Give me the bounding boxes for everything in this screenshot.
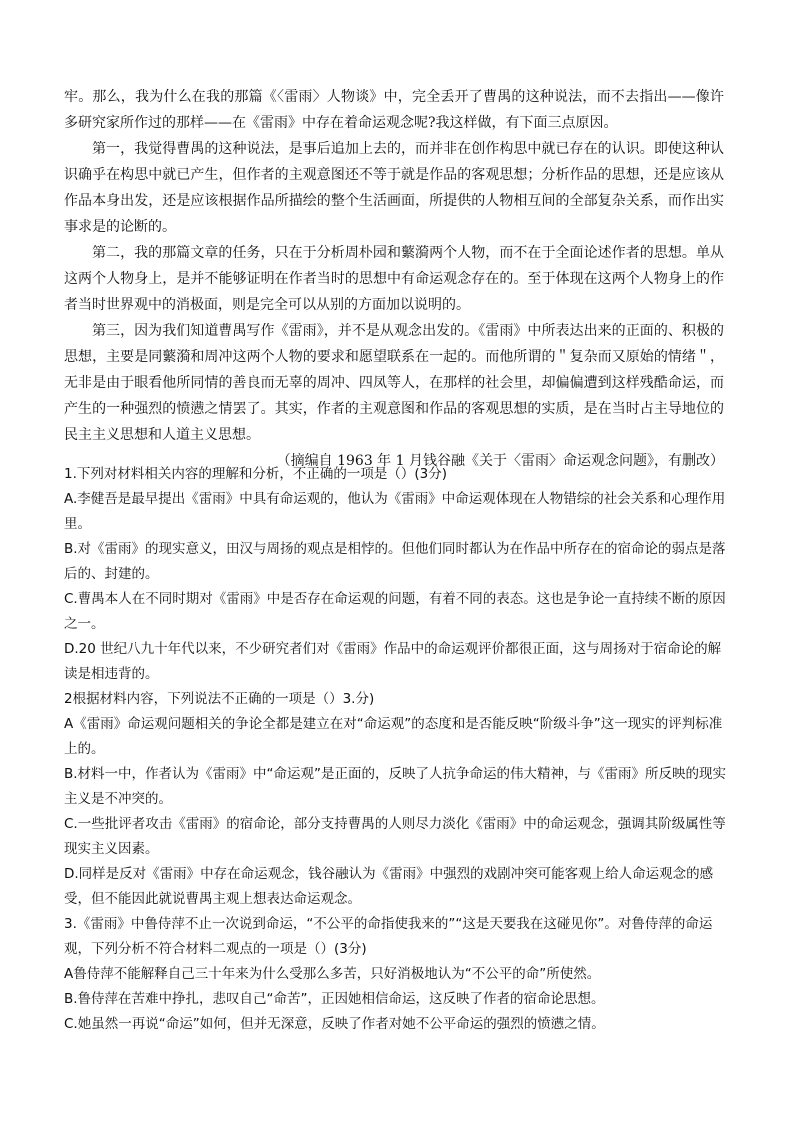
option-c: C.她虽然一再说“命运”如何，但并无深意，反映了作者对她不公平命运的强烈的愤懑之情。 xyxy=(64,1016,605,1032)
question-list xyxy=(64,462,730,1037)
option-d: D.同样是反对《雷雨》中存在命运观念，钱谷融认为《雷雨》中强烈的戏剧冲突可能客观上给人命运观念的感受，但不能因此就说曹禺主观上想表达命运观念。 xyxy=(64,866,714,907)
option-a: A.李健吾是最早提出《雷雨》中具有命运观的，他认为《雷雨》中命运观体现在人物错综的社会关系和心理作用里。 xyxy=(64,491,726,532)
passage-paragraph: 第一，我觉得曹禺的这种说法，是事后追加上去的，而并非在创作构思中就已存在的认识。即使这种认识确乎在构思中就已产生，但作者的主观意图还不等于就是作品的客观思想；分析作品的思想，还是应该从作品本身出发，还是应该根据作品所描绘的整个生活画面，所提供的人物相互间的全部复杂关系，而作出实事求是的论断的。 xyxy=(64,141,724,235)
option-b: B.鲁侍萍在苦难中挣扎，悲叹自己“命苦”，正因她相信命运，这反映了作者的宿命论思想。 xyxy=(64,991,605,1007)
passage-paragraph: 第三，因为我们知道曹禺写作《雷雨》，并不是从观念出发的。《雷雨》中所表达出来的正面的、积极的思想，主要是同蘩漪和周冲这两个人物的要求和愿望联系在一起的。而他所谓的＂复杂而又原始的情绪＂，无非是由于眼看他所同情的善良而无辜的周冲、四凤等人，在那样的社会里，却偏偏遭到这样残酷命运，而产生的一种强烈的愤懑之情罢了。其实，作者的主观意图和作品的客观思想的实质，是在当时占主导地位的民主主义思想和人道主义思想。 xyxy=(64,323,724,443)
option-d: D.20 世纪八九十年代以来，不少研究者们对《雷雨》作品中的命运观评价都很正面，这与周扬对于宿命论的解读是相违背的。 xyxy=(64,641,722,682)
option-c: C.一些批评者攻击《雷雨》的宿命论，部分支持曹禺的人则尽力淡化《雷雨》中的命运观念，强调其阶级属性等现实主义因素。 xyxy=(64,816,726,857)
passage-paragraph: 牢。那么，我为什么在我的那篇《〈雷雨〉人物谈》中，完全丢开了曹禺的这种说法，而不去指出——像许多研究家所作过的那样——在《雷雨》中存在着命运观念呢?我这样做，有下面三点原因。 xyxy=(64,89,724,131)
question-2 xyxy=(64,687,730,912)
question-stem: 2根据材料内容，下列说法不正确的一项是（）3.分) xyxy=(64,691,375,707)
passage-paragraph: 第二，我的那篇文章的任务，只在于分析周朴园和蘩漪两个人物，而不在于全面论述作者的思想。单从这两个人物身上，是并不能够证明在作者当时的思想中有命运观念存在的。至于体现在这两个人物身上的作者当时世界观中的消极面，则是完全可以从别的方面加以说明的。 xyxy=(64,245,724,313)
option-a: A《雷雨》命运观问题相关的争论全都是建立在对“命运观”的态度和是否能反映“阶级斗争”这一现实的评判标准上的。 xyxy=(64,716,723,757)
question-3 xyxy=(64,912,730,1037)
option-a: A鲁侍萍不能解释自己三十年来为什么受那么多苦，只好消极地认为“不公平的命”所使然。 xyxy=(64,966,601,982)
question-stem: 1.下列对材料相关内容的理解和分析，不正确的一项是（）(3分) xyxy=(64,466,448,482)
question-1 xyxy=(64,462,730,687)
passage-source: （摘编自 1963 年 1 月钱谷融《关于〈雷雨〉命运观念问题》，有删改） xyxy=(276,453,724,469)
reading-passage xyxy=(64,84,724,474)
option-b: B.对《雷雨》的现实意义，田汉与周扬的观点是相悖的。但他们同时都认为在作品中所存在的宿命论的弱点是落后的、封建的。 xyxy=(64,541,726,582)
question-stem: 3.《雷雨》中鲁侍萍不止一次说到命运，“不公平的命指使我来的”“这是天要我在这碰见你”。对鲁侍萍的命运观，下列分析不符合材料二观点的一项是（）(3分) xyxy=(64,916,713,957)
option-b: B.材料一中，作者认为《雷雨》中“命运观”是正面的，反映了人抗争命运的伟大精神，与《雷雨》所反映的现实主义是不冲突的。 xyxy=(64,766,727,807)
option-c: C.曹禺本人在不同时期对《雷雨》中是否存在命运观的问题，有着不同的表态。这也是争论一直持续不断的原因之一。 xyxy=(64,591,726,632)
